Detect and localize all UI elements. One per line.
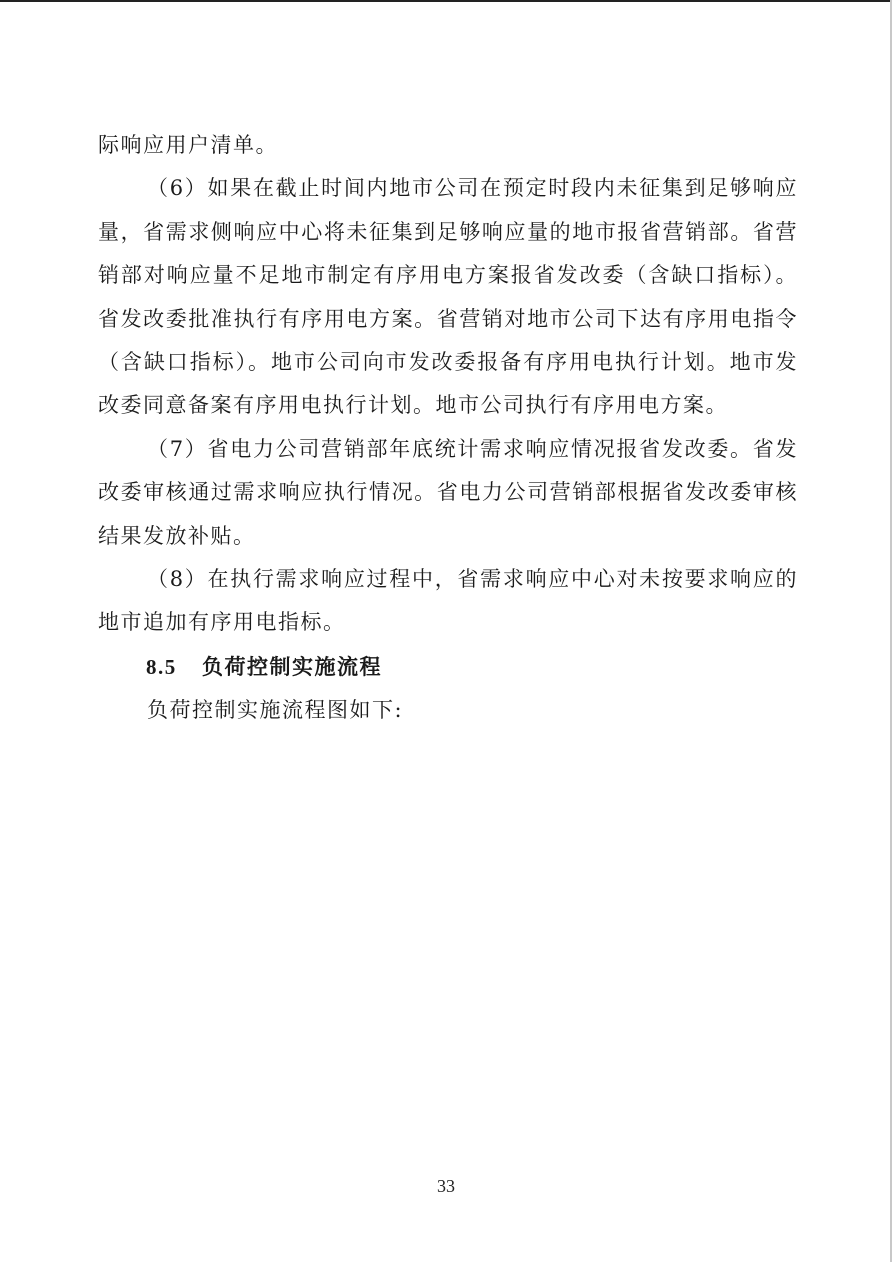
section-intro-text: 负荷控制实施流程图如下:: [147, 698, 404, 723]
paragraph-continuation: 际响应用户清单。: [98, 133, 278, 157]
paragraph-item-8: （8）在执行需求响应过程中，省需求响应中心对未按要求响应的地市追加有序用电指标。: [98, 567, 798, 635]
section-number: 8.5: [146, 654, 177, 679]
section-heading: [146, 645, 798, 689]
paragraph-item-7: （7）省电力公司营销部年底统计需求响应情况报省发改委。省发改委审核通过需求响应执行情况。省电力公司营销部根据省发改委审核结果发放补贴。: [98, 436, 798, 548]
section-title: 负荷控制实施流程: [202, 653, 382, 679]
page-content: [98, 124, 798, 733]
page-number: 33: [437, 1176, 455, 1196]
page-top-border: [0, 0, 892, 2]
paragraph-item-6: （6）如果在截止时间内地市公司在预定时段内未征集到足够响应量，省需求侧响应中心将未征集到足够响应量的地市报省营销部。省营销部对响应量不足地市制定有序用电方案报省发改委（含缺口指标）。省发改委批准执行有序用电方案。省营销对地市公司下达有序用电指令（含缺口指标）。地市公司向市发改委报备有序用电执行计划。地市发改委同意备案有序用电执行计划。地市公司执行有序用电方案。: [98, 176, 798, 418]
